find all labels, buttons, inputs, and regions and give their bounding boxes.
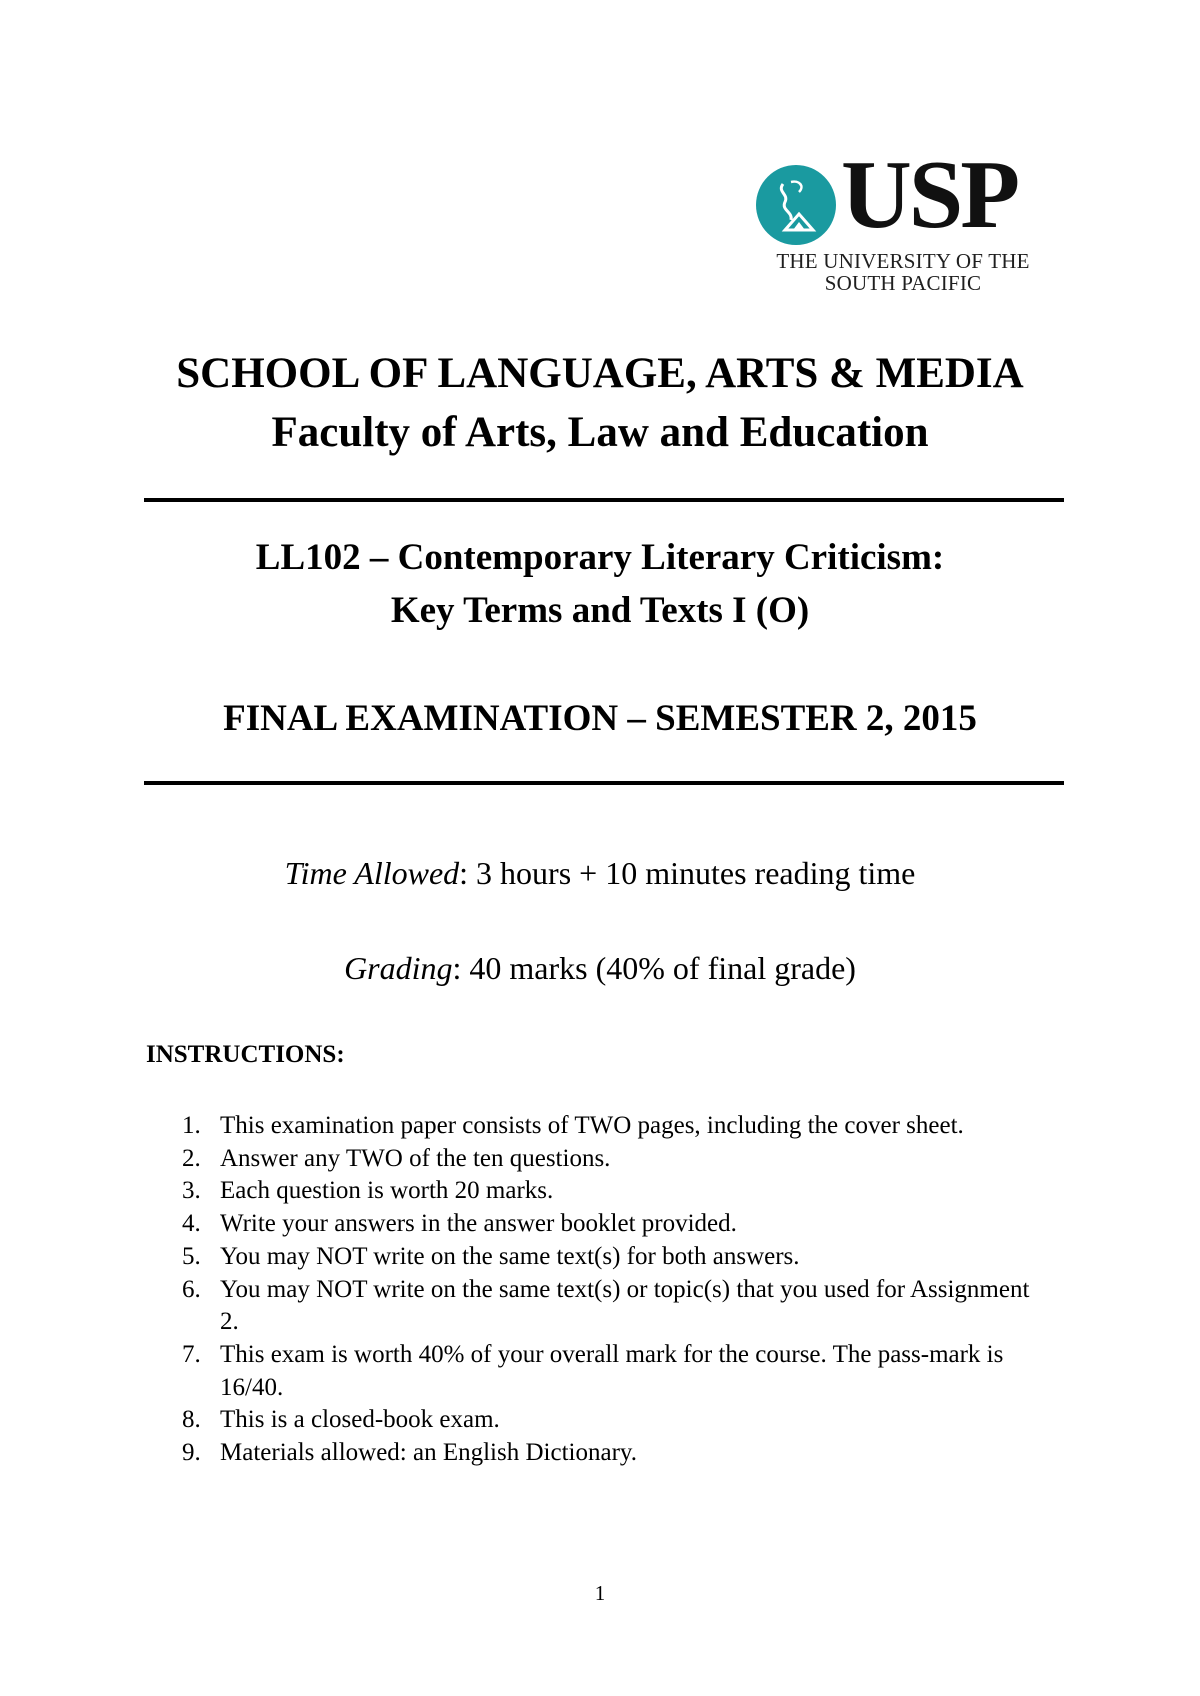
time-allowed-value: : 3 hours + 10 minutes reading time xyxy=(459,855,916,891)
instruction-number: 4. xyxy=(182,1210,201,1238)
page-number: 1 xyxy=(594,1581,606,1605)
instructions-list xyxy=(182,1110,1042,1470)
university-seal-icon xyxy=(755,164,837,246)
faculty-name: Faculty of Arts, Law and Education xyxy=(271,409,929,456)
instruction-text: Write your answers in the answer booklet provided. xyxy=(220,1210,737,1238)
instruction-number: 2. xyxy=(182,1144,201,1172)
time-allowed xyxy=(0,853,1200,893)
instruction-text: This examination paper consists of TWO pages, including the cover sheet. xyxy=(220,1112,964,1139)
exam-title: FINAL EXAMINATION – SEMESTER 2, 2015 xyxy=(223,698,977,739)
instruction-number: 8. xyxy=(182,1406,201,1434)
instruction-item xyxy=(182,1110,1042,1143)
instruction-item xyxy=(182,1241,1042,1274)
instruction-text: Answer any TWO of the ten questions. xyxy=(220,1144,611,1172)
time-allowed-label: Time Allowed xyxy=(284,855,460,891)
instruction-text: Materials allowed: an English Dictionary. xyxy=(220,1439,638,1467)
instruction-number: 9. xyxy=(182,1439,201,1467)
instruction-text: You may NOT write on the same text(s) or topic(s) that you used for Assignment 2. xyxy=(220,1275,1030,1336)
university-name-line1: THE UNIVERSITY OF THE xyxy=(776,249,1030,273)
instruction-number: 5. xyxy=(182,1242,201,1270)
instruction-item xyxy=(182,1175,1042,1208)
instruction-item xyxy=(182,1339,1042,1404)
university-name xyxy=(761,250,1045,294)
instruction-text: You may NOT write on the same text(s) for both answers. xyxy=(220,1242,800,1270)
instruction-item xyxy=(182,1437,1042,1470)
instruction-text: This is a closed-book exam. xyxy=(220,1406,500,1434)
instruction-item xyxy=(182,1274,1042,1339)
grading-value: : 40 marks (40% of final grade) xyxy=(452,950,856,986)
instruction-number: 3. xyxy=(182,1177,201,1205)
divider-top xyxy=(144,498,1064,502)
instruction-text: This exam is worth 40% of your overall mark for the course. The pass-mark is 16/40. xyxy=(220,1340,1004,1401)
grading xyxy=(0,948,1200,988)
divider-bottom xyxy=(144,781,1064,785)
instructions-heading: INSTRUCTIONS: xyxy=(146,1041,345,1068)
course-title-line1: LL102 – Contemporary Literary Criticism: xyxy=(255,537,945,578)
instruction-item xyxy=(182,1143,1042,1176)
school-name: SCHOOL OF LANGUAGE, ARTS & MEDIA xyxy=(176,350,1024,397)
instruction-item xyxy=(182,1208,1042,1241)
instruction-number: 7. xyxy=(182,1340,201,1368)
instruction-text: Each question is worth 20 marks. xyxy=(220,1177,554,1205)
grading-label: Grading xyxy=(344,950,453,986)
course-title-line2: Key Terms and Texts I (O) xyxy=(390,590,810,631)
instruction-item xyxy=(182,1404,1042,1437)
usp-logo xyxy=(755,141,1045,295)
university-name-line2: SOUTH PACIFIC xyxy=(824,271,982,295)
instruction-number: 1. xyxy=(182,1112,201,1139)
usp-wordmark: USP xyxy=(841,141,1018,249)
instruction-number: 6. xyxy=(182,1275,201,1303)
